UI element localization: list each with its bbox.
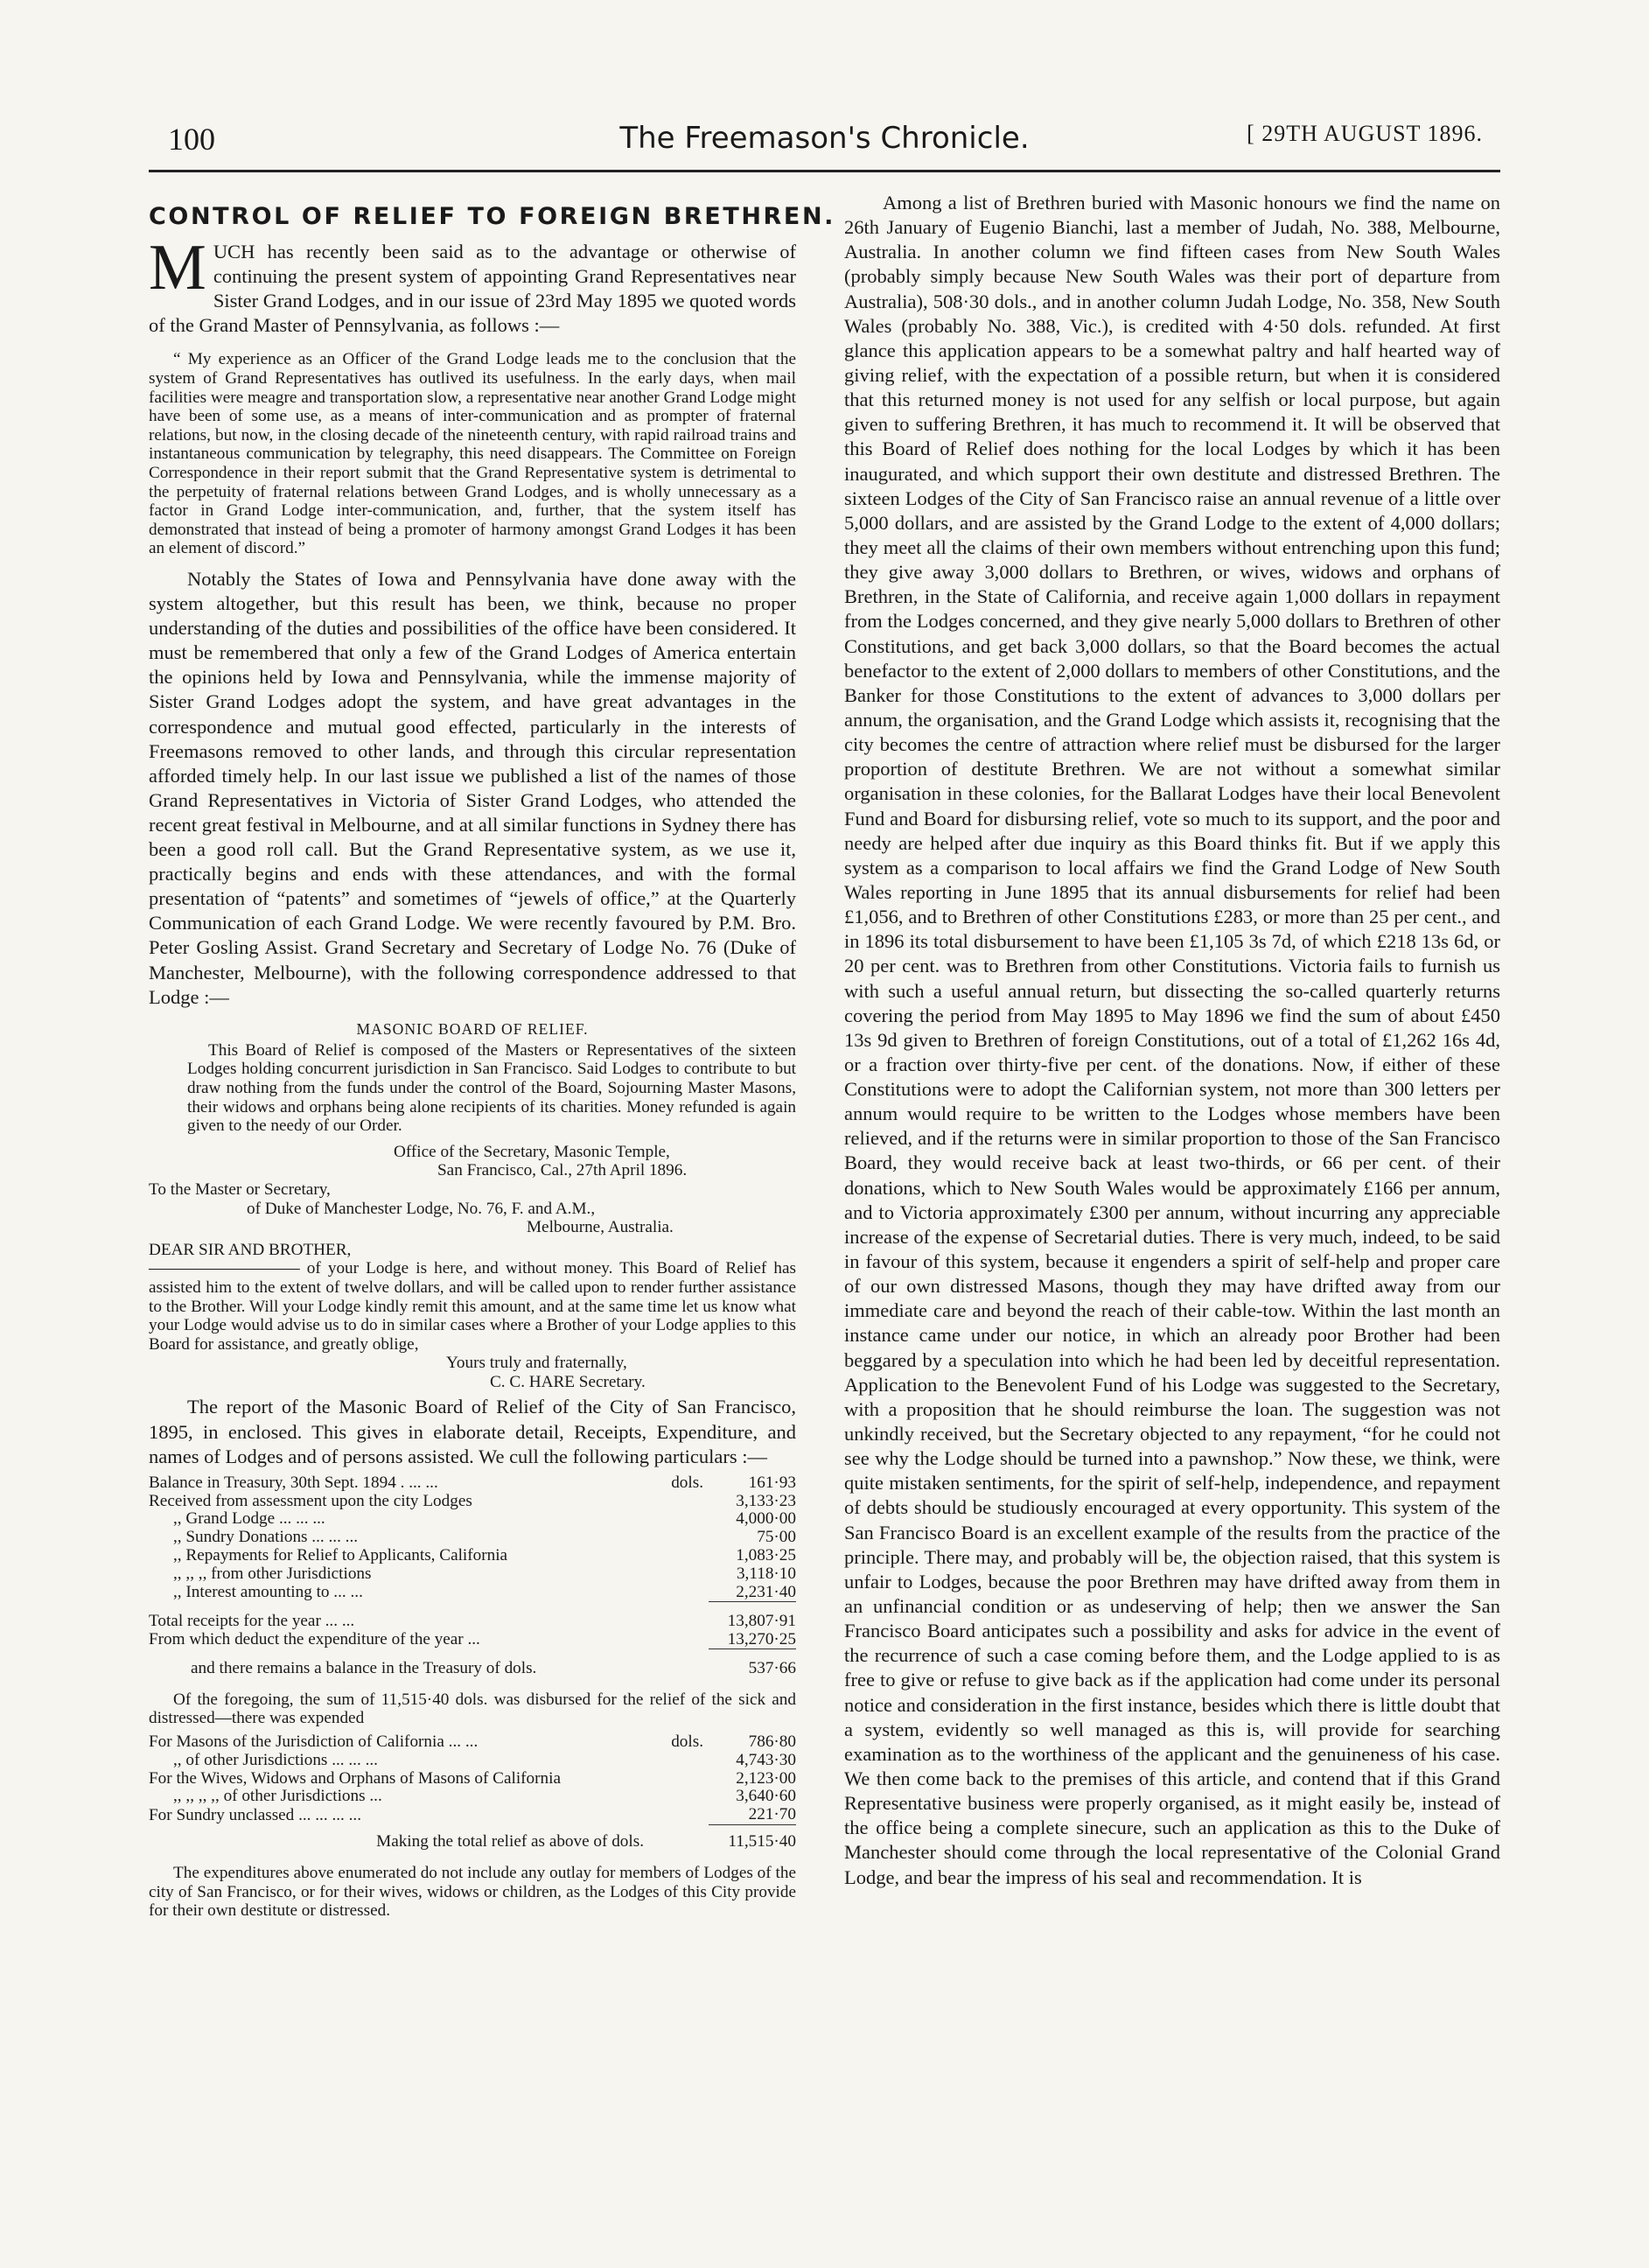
disbursed-intro: Of the foregoing, the sum of 11,515·40 dols. was disbursed for the relief of the sick and distressed—there was expended — [149, 1690, 796, 1728]
balance-row — [149, 1649, 796, 1678]
left-column — [149, 203, 836, 1921]
balance-amount: 537·66 — [748, 1658, 796, 1677]
receipt-row — [149, 1547, 796, 1565]
expenditure-row-amount: 4,743·30 — [736, 1750, 796, 1769]
deduct-amount: 13,270·25 — [709, 1631, 796, 1649]
intro-paragraph — [149, 232, 796, 338]
receipt-row — [149, 1529, 796, 1547]
receipt-row-label: ,, Interest amounting to ... ... — [173, 1583, 363, 1602]
total-relief-row — [149, 1824, 796, 1852]
receipt-row — [149, 1510, 796, 1529]
receipt-row-label: ,, Grand Lodge ... ... ... — [173, 1509, 325, 1529]
receipt-row — [149, 1474, 796, 1493]
right-column-text: Among a list of Brethren buried with Masonic honours we find the name on 26th January of Eugenio Bianchi, last a member of Judah, No. 388, Melbourne, Australia. In another column we find fifteen cases from New South Wales (probably simply because New South Wales was their port of departure from Australia), 508·30 dols., and in another column Judah Lodge, No. 358, New South Wales (probably No. 388, Vic.), is credited with 4·50 dols. refunded. At first glance this application appears to be a somewhat paltry and half hearted way of giving relief, with the expectation of a possible return, but when it is considered that this returned money is not used for any selfish or local purpose, but again given to suffering Brethren, it has much to recommend it. It will be observed that this Board of Relief does nothing for the local Lodges by which it has been inaugurated, and which support their own destitute and distressed Brethren. The sixteen Lodges of the City of San Francisco raise an annual revenue of a little over 5,000 dollars, and are assisted by the Grand Lodge to the extent of 4,000 dollars; they meet all the claims of their own members without entrenching upon this fund; they give away 3,000 dollars to Brethren, or wives, widows and orphans of Brethren, in the State of California, and receive again 1,000 dollars in repayment from the Lodges concerned, and they give nearly 5,000 dollars to Brethren of other Constitutions, and get back 3,000 dollars, so that the Board becomes the actual benefactor to the extent of 2,000 dollars to members of other Constitutions, and the Banker for those Constitutions to the extent of advances to 3,000 dollars per annum, the organisation, and the Grand Lodge which assists it, recognising that the city becomes the centre of attraction where relief must be disbursed for the larger proportion of destitute Brethren. We are not without a somewhat similar organisation in these colonies, for the Ballarat Lodges have their local Benevolent Fund and Board for disbursing relief, vote so much to its support, and the poor and needy are helped after due inquiry as this Board thinks fit. But if we apply this system as a comparison to local affairs we find the Grand Lodge of New South Wales reporting in June 1895 that its annual disbursements for relief had been £1,056, and to Brethren of other Constitutions £283, or more than 25 per cent., and in 1896 its total disbursement to have been £1,105 3s 7d, of which £218 13s 6d, or 20 per cent. was to Brethren from other Constitutions. Victoria fails to furnish us with such a useful annual return, but dissecting the so-called quarterly returns covering the period from May 1895 to May 1896 we find the sum of about £450 13s 9d given to Brethren of foreign Constitutions, out of a total of £1,262 16s 4d, or a fraction over thirty-five per cent. of the donations. Now, if either of these Constitutions were to adopt the Californian system, not more than 300 letters per annum would require to be written to the Lodges whose members have been relieved, and if the returns were in similar proportion to those of the San Francisco Board, they would receive back at least two-thirds, or 66 per cent. of their donations, which to New South Wales would be approximately £166 per annum, and to Victoria approximately £300 per annum, without incurring any appreciable increase of the expense of Secretarial duties. There is very much, indeed, to be said in favour of this system, because it engenders a spirit of self-help and proper care of our own distressed Masons, though they may have drifted away from our immediate care and beyond the reach of their cable-tow. Within the last month an instance came under our notice, in which an already poor Brother had been beggared by a speculation into which he had been led by deceitful representation. Application to the Benevolent Fund of his Lodge was suggested to the Secretary, with a proposition that he should reimburse the loan. The suggestion was not unkindly received, but the Secretary objected to any repayment, “for he could not see why the Lodge should be turned into a pawnshop.” Now these, we think, were quite mistaken sentiments, for the spirit of self-help, independence, and repayment of debts should be studiously encouraged at every opportunity. This system of the San Francisco Board is an excellent example of the results from the practice of the principle. There may, and probably will be, the objection raised, that this system is unfair to Lodges, because the poor Brethren may have drifted away from them in an unfinancial condition or as undeserving of help; then we answer the San Francisco Board anticipates such a possibility and asks for advice in the event of the recurrence of such a case coming before them, and the Lodge applied to is as free to give or refuse to give back as if the application had come under its personal notice and consideration in the first instance, besides which there is little doubt that a system, evidently so well managed as this is, will provide for searching examination as to the worthiness of the applicant and the genuineness of his case. We then come back to the premises of this article, and contend that if this Grand Representative business were properly organised, as it might easily be, instead of the office being a complete sinecure, such an application as this to the Duke of Manchester should come through the local representative of the Colonial Grand Lodge, and bear the impress of his seal and recommendation. It is — [844, 192, 1500, 1888]
receipt-row — [149, 1493, 796, 1511]
receipt-row-label: ,, Repayments for Relief to Applicants, California — [173, 1545, 508, 1564]
expenditure-row-unit — [651, 1752, 709, 1770]
journal-title: The Freemason's Chronicle. — [619, 121, 1030, 156]
signature: C. C. HARE Secretary. — [490, 1372, 646, 1391]
total-receipts-amount: 13,807·91 — [709, 1602, 796, 1631]
receipt-row-unit — [651, 1584, 709, 1602]
receipt-row-unit: dols. — [671, 1473, 703, 1492]
letter-address — [149, 1143, 796, 1392]
closing: Yours truly and fraternally, — [446, 1354, 627, 1373]
receipt-row-amount: 75·00 — [757, 1528, 796, 1547]
balance-label: and there remains a balance in the Treasury of dols. — [191, 1658, 537, 1677]
receipt-row-amount: 161·93 — [748, 1473, 796, 1492]
expenditure-row-amount: 786·80 — [748, 1732, 796, 1751]
receipt-row-amount: 1,083·25 — [736, 1545, 796, 1564]
running-head — [149, 121, 1500, 159]
expenditure-footnote: The expenditures above enumerated do not include any outlay for members of Lodges of the city of San Francisco, or for their wives, widows or children, as the Lodges of this City provide for their own destitute or distressed. — [149, 1864, 796, 1921]
right-column — [844, 191, 1500, 1890]
lodge-line: of Duke of Manchester Lodge, No. 76, F. and A.M., — [247, 1199, 596, 1218]
receipt-row — [149, 1584, 796, 1602]
expenditure-table — [149, 1733, 796, 1852]
intro-text: UCH has recently been said as to the advantage or otherwise of continuing the present system of appointing Grand Representatives near Sister Grand Lodges, and in our issue of 23rd May 1895 we quoted words of the Grand Master of Pennsylvania, as follows :— — [149, 241, 796, 337]
receipt-row-amount: 3,133·23 — [736, 1491, 796, 1510]
office-line: Office of the Secretary, Masonic Temple, — [394, 1142, 670, 1161]
expenditure-row-label: For Sundry unclassed ... ... ... ... — [149, 1805, 362, 1824]
board-description: This Board of Relief is composed of the Masters or Representatives of the sixteen Lodges holding concurrent jurisdiction in San Francisco. Said Lodges to contribute to but draw nothing from the funds under the control of the Board, Sojourning Master Masons, their widows and orphans being alone recipients of its charities. Money refunded is again given to the needy of our Order. — [187, 1040, 796, 1136]
expenditure-row — [149, 1733, 796, 1752]
receipt-row-unit — [651, 1529, 709, 1547]
expenditure-row-unit: dols. — [671, 1732, 703, 1751]
to-line: To the Master or Secretary, — [149, 1180, 331, 1199]
drop-cap: M — [149, 232, 206, 304]
expenditure-row-amount: 3,640·60 — [736, 1787, 796, 1806]
receipt-row-unit — [651, 1547, 709, 1565]
total-receipts-label: Total receipts for the year ... ... — [149, 1611, 355, 1630]
report-paragraph: The report of the Masonic Board of Relief of the City of San Francisco, 1895, in enclosed. This gives in elaborate detail, Receipts, Expenditure, and names of Lodges and of persons assisted. We cull the following particulars :— — [149, 1396, 796, 1467]
expenditure-row-label: For the Wives, Widows and Orphans of Masons of California — [149, 1768, 561, 1788]
expenditure-row — [149, 1752, 796, 1770]
receipt-row-amount: 4,000·00 — [736, 1509, 796, 1529]
deduct-label: From which deduct the expenditure of the year ... — [149, 1630, 480, 1649]
article-title: CONTROL OF RELIEF TO FOREIGN BRETHREN. — [149, 203, 836, 230]
expenditure-row-unit — [651, 1788, 709, 1806]
salutation: DEAR SIR AND BROTHER, — [149, 1240, 352, 1259]
receipt-row-label: ,, ,, ,, from other Jurisdictions — [173, 1564, 372, 1583]
expenditure-row-amount: 2,123·00 — [736, 1768, 796, 1788]
expenditure-row-label: For Masons of the Jurisdiction of California ... ... — [149, 1732, 479, 1751]
receipt-row-amount: 3,118·10 — [736, 1564, 796, 1583]
letter-body: ————————— of your Lodge is here, and without money. This Board of Relief has assisted him to the extent of twelve dollars, and will be called upon to render further assistance to the Brother. Will your Lodge kindly remit this amount, and at the same time let us know what your Lodge would advise us to do in similar cases where a Brother of your Lodge applies to this Board for assistance, and greatly oblige, — [149, 1259, 796, 1354]
issue-date: [ 29TH AUGUST 1896. — [1247, 121, 1483, 146]
total-receipts-row — [149, 1602, 796, 1631]
board-heading: MASONIC BOARD OF RELIEF. — [356, 1019, 589, 1038]
place-line: Melbourne, Australia. — [527, 1218, 674, 1237]
receipt-row-label: Balance in Treasury, 30th Sept. 1894 . ... ... — [149, 1473, 438, 1492]
expenditure-row-amount: 221·70 — [748, 1805, 796, 1824]
total-relief-label: Making the total relief as above of dols. — [376, 1832, 644, 1852]
receipt-row — [149, 1565, 796, 1584]
expenditure-row-unit — [651, 1770, 709, 1788]
expenditure-row — [149, 1788, 796, 1806]
receipt-row-unit — [651, 1565, 709, 1584]
receipt-row-label: Received from assessment upon the city Lodges — [149, 1491, 472, 1510]
total-relief-amount: 11,515·40 — [709, 1824, 796, 1852]
header-rule — [149, 170, 1500, 172]
receipt-row-amount: 2,231·40 — [736, 1582, 796, 1601]
receipts-table — [149, 1474, 796, 1678]
receipt-row-label: ,, Sundry Donations ... ... ... — [173, 1528, 359, 1547]
expenditure-row — [149, 1770, 796, 1788]
paragraph-iowa-pennsylvania: Notably the States of Iowa and Pennsylvania have done away with the system altogether, but this result has been, we think, because no proper understanding of the duties and possibilities of the office have been considered. It must be remembered that only a few of the Grand Lodges of America entertain the opinions held by Iowa and Pennsylvania, while the immense majority of Sister Grand Lodges adopt the system, and have great advantages in the correspondence and mutual good effected, particularly in the interests of Freemasons removed to other lands, and through this circular representation afforded timely help. In our last issue we published a list of the names of those Grand Representatives in Victoria of Sister Grand Lodges, who attended the recent great festival in Melbourne, and at all similar functions in Sydney there has been a good roll call. But the Grand Representative system, as we use it, practically begins and ends with these attendances, and with the formal presentation of “patents” and sometimes of “jewels of office,” at the Quarterly Communication of each Grand Lodge. We were recently favoured by P.M. Bro. Peter Gosling Assist. Grand Secretary and Secretary of Lodge No. 76 (Duke of Manchester, Melbourne), with the following correspondence addressed to that Lodge :— — [149, 568, 796, 1008]
page-number: 100 — [168, 122, 215, 157]
receipt-row-unit — [651, 1493, 709, 1511]
office-line-2: San Francisco, Cal., 27th April 1896. — [437, 1161, 688, 1180]
grand-master-quote: “ My experience as an Officer of the Grand Lodge leads me to the conclusion that the system of Grand Representatives has outlived its usefulness. In the early days, when mail facilities were meagre and transportation slow, a representative near another Grand Lodge might have been of some use, as a means of inter-communication and as prompter of fraternal relations, but now, in the closing decade of the nineteenth century, with rapid railroad trains and instantaneous communication by telegraphy, this need disappears. The Committee on Foreign Correspondence in their report submit that the Grand Representative system is detrimental to the perpetuity of fraternal relations between Grand Lodges, and is wholly unnecessary as a factor in Grand Lodge inter-communication, and, further, that the system itself has demonstrated that instead of being a promoter of harmony amongst Grand Lodges it has been an element of discord.” — [149, 350, 796, 558]
expenditure-row — [149, 1806, 796, 1824]
expenditure-row-label: ,, of other Jurisdictions ... ... ... — [173, 1750, 378, 1769]
receipt-row-unit — [651, 1510, 709, 1529]
deduct-row — [149, 1631, 796, 1649]
expenditure-row-label: ,, ,, ,, ,, of other Jurisdictions ... — [173, 1787, 382, 1806]
expenditure-row-unit — [651, 1806, 709, 1824]
